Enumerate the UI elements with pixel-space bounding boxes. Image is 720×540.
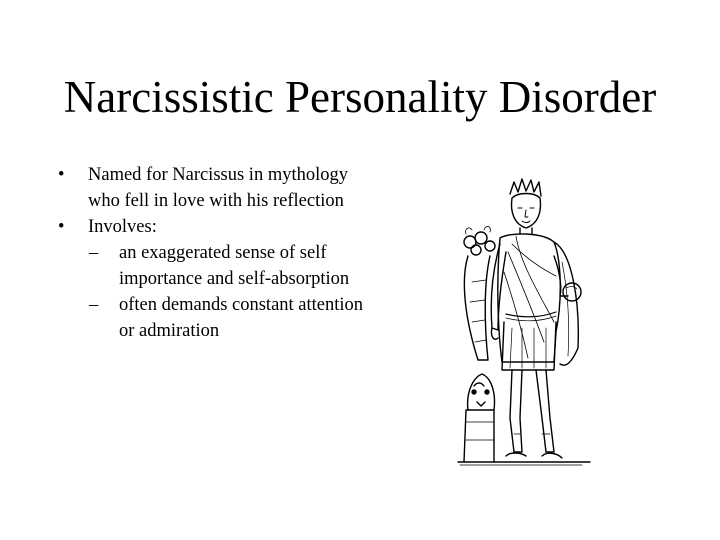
sub-bullet-text: often demands constant attention or admiration [119, 295, 364, 341]
sub-bullet-item-attention [89, 292, 368, 344]
sub-bullet-item-self-importance [89, 240, 368, 292]
bullet-text: Involves: [88, 217, 157, 237]
sub-bullet-text: an exaggerated sense of self importance and self-absorption [119, 243, 350, 289]
bullet-list [58, 162, 368, 344]
dash-marker: – [89, 295, 99, 315]
bullet-marker: • [58, 217, 65, 237]
bullet-marker: • [58, 165, 65, 185]
bullet-item-involves [58, 214, 368, 240]
slide-title: Narcissistic Personality Disorder [63, 72, 657, 122]
bullet-text: Named for Narcissus in mythology who fell in love with his reflection [88, 165, 348, 211]
bullet-item-narcissus [58, 162, 368, 214]
narcissus-statue-illustration [450, 172, 600, 472]
dash-marker: – [89, 243, 99, 263]
